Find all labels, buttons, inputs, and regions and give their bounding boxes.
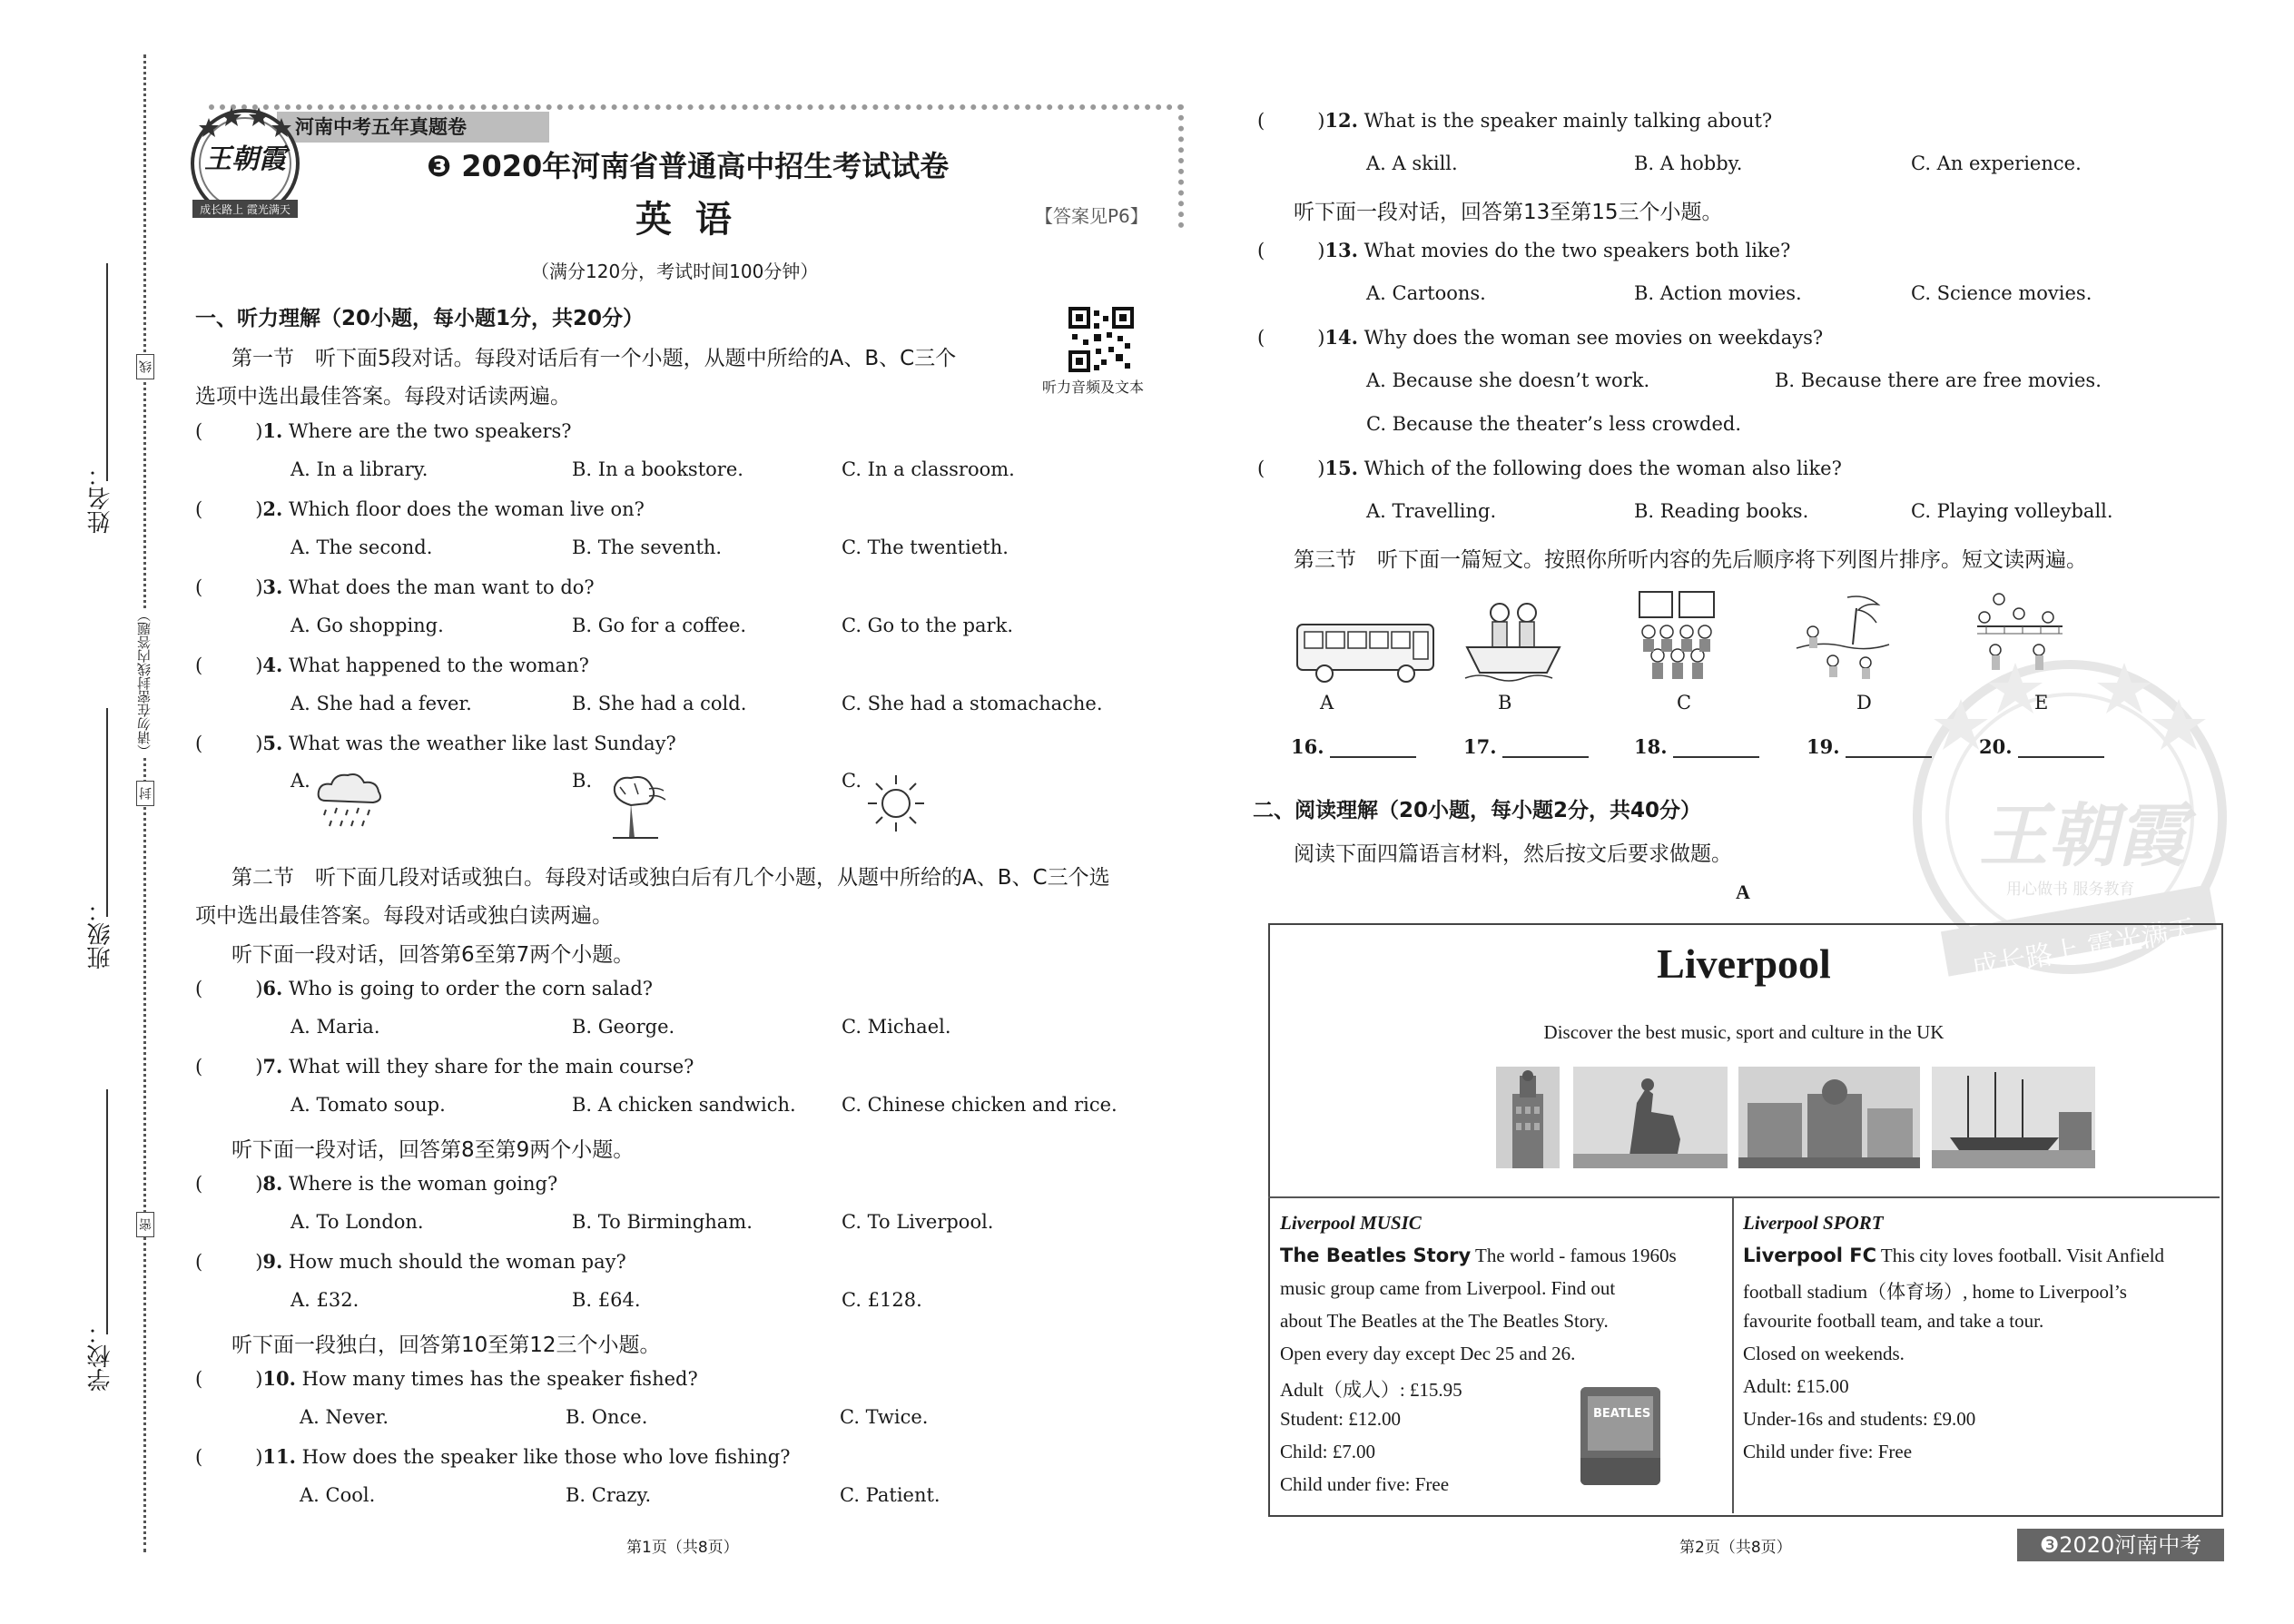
q13-option-c[interactable]: C. Science movies.	[1911, 282, 2092, 304]
section2-title: 二、阅读理解（20小题，每小题2分，共40分）	[1253, 799, 1702, 822]
qr-code[interactable]	[1068, 307, 1134, 372]
q4-option-b[interactable]: B. She had a cold.	[572, 693, 747, 714]
photo-liver-building	[1496, 1067, 1560, 1168]
passage-label: A	[1736, 881, 1750, 903]
q9-option-a[interactable]: A. £32.	[290, 1289, 359, 1311]
class-label: 班级：	[87, 899, 114, 969]
q14-option-c[interactable]: C. Because the theater’s less crowded.	[1366, 413, 1742, 435]
question-15: ( )15. Which of the following does the woman also like?	[1257, 457, 1842, 479]
sport-under-five: Child under five: Free	[1743, 1441, 1913, 1462]
q15-option-b[interactable]: B. Reading books.	[1634, 500, 1809, 522]
music-adult-price: Adult（成人）: £15.95	[1280, 1379, 1462, 1401]
picture-label-d: D	[1856, 692, 1872, 714]
q12-option-b[interactable]: B. A hobby.	[1634, 153, 1743, 174]
q2-option-a[interactable]: A. The second.	[290, 536, 433, 558]
q1-option-c[interactable]: C. In a classroom.	[842, 458, 1015, 480]
seal-char-secret: 密	[136, 1212, 154, 1237]
q11-option-b[interactable]: B. Crazy.	[566, 1484, 652, 1506]
q4-option-c[interactable]: C. She had a stomachache.	[842, 693, 1103, 714]
picture-d-beach	[1793, 590, 1893, 685]
watermark-motto-1: 用心做书 服务教育	[2006, 881, 2135, 899]
question-10: ( )10. How many times has the speaker fished?	[195, 1367, 698, 1390]
score-info: （满分120分，考试时间100分钟）	[531, 261, 819, 282]
windy-tree-icon	[595, 767, 667, 840]
part1-instruction-1: 第一节 听下面5段对话。每段对话后有一个小题，从题中所给的A、B、C三个	[231, 347, 957, 370]
sport-line-1: Liverpool FC This city loves football. Visit Anfield	[1743, 1245, 2165, 1266]
question-8: ( )8. Where is the woman going?	[195, 1172, 558, 1195]
q10-option-a[interactable]: A. Never.	[300, 1406, 389, 1428]
q13-option-b[interactable]: B. Action movies.	[1634, 282, 1802, 304]
beatles-sign-text: BEATLES	[1593, 1407, 1651, 1421]
series-banner: 河南中考五年真题卷	[277, 112, 549, 143]
picture-label-e: E	[2034, 692, 2049, 714]
music-under-five: Child under five: Free	[1280, 1473, 1450, 1495]
answer-ref: 【答案见P6】	[1035, 205, 1148, 227]
q4-option-a[interactable]: A. She had a fever.	[290, 693, 472, 714]
sport-line-4: Closed on weekends.	[1743, 1343, 1905, 1364]
answer-blank-19[interactable]: 19.	[1807, 735, 1932, 758]
logo-text: 王朝霞	[204, 143, 286, 175]
music-line-1: The Beatles Story The world - famous 1960s	[1280, 1245, 1677, 1266]
school-label: 学校：	[87, 1321, 114, 1392]
answer-blank-16[interactable]: 16.	[1291, 735, 1416, 758]
q15-option-a[interactable]: A. Travelling.	[1366, 500, 1497, 522]
music-student-price: Student: £12.00	[1280, 1408, 1402, 1430]
picture-c-museum	[1634, 588, 1720, 688]
q8-option-c[interactable]: C. To Liverpool.	[842, 1211, 994, 1233]
q12-option-c[interactable]: C. An experience.	[1911, 153, 2082, 174]
question-11: ( )11. How does the speaker like those who love fishing?	[195, 1445, 791, 1468]
rain-cloud-icon	[313, 770, 388, 833]
sport-line-2: football stadium（体育场）, home to Liverpool’s	[1743, 1281, 2127, 1303]
music-line-3: about The Beatles at the The Beatles Story.	[1280, 1310, 1609, 1332]
q11-option-c[interactable]: C. Patient.	[840, 1484, 940, 1506]
beatles-photo	[1580, 1387, 1660, 1485]
photo-docks-ship	[1932, 1067, 2095, 1168]
instruction-q13-15: 听下面一段对话，回答第13至第15三个小题。	[1294, 201, 1723, 224]
q3-option-b[interactable]: B. Go for a coffee.	[572, 615, 747, 636]
school-line[interactable]	[106, 1089, 108, 1334]
q14-option-b[interactable]: B. Because there are free movies.	[1775, 369, 2102, 391]
watermark-motto-2: 成长路上 霞光满天	[1969, 913, 2199, 985]
ad-subtitle: Discover the best music, sport and culture in the UK	[1543, 1021, 1944, 1043]
answer-blank-17[interactable]: 17.	[1463, 735, 1589, 758]
photo-waterfront-buildings	[1738, 1067, 1920, 1168]
question-7: ( )7. What will they share for the main course?	[195, 1055, 694, 1078]
name-label: 姓名：	[87, 463, 114, 534]
question-14: ( )14. Why does the woman see movies on weekdays?	[1257, 326, 1824, 349]
left-page-footer: 第1页（共8页）	[626, 1539, 739, 1557]
q12-option-a[interactable]: A. A skill.	[1366, 153, 1458, 174]
q9-option-b[interactable]: B. £64.	[572, 1289, 641, 1311]
instruction-q10-12: 听下面一段独白，回答第10至第12三个小题。	[231, 1334, 661, 1357]
picture-a-bus	[1294, 617, 1439, 685]
q5-option-c[interactable]: C.	[842, 770, 861, 792]
question-6: ( )6. Who is going to order the corn salad?	[195, 977, 654, 999]
answer-blank-18[interactable]: 18.	[1634, 735, 1759, 758]
photo-statue	[1573, 1067, 1728, 1168]
question-4: ( )4. What happened to the woman?	[195, 654, 589, 676]
ad-column-divider	[1732, 1196, 1734, 1513]
logo-motto: 成长路上 霞光满天	[200, 203, 290, 216]
seal-notice: （请勿在密封线内答题）	[134, 608, 156, 758]
q5-option-a[interactable]: A.	[290, 770, 310, 792]
section2-instruction: 阅读下面四篇语言材料，然后按文后要求做题。	[1294, 842, 1732, 866]
q13-option-a[interactable]: A. Cartoons.	[1366, 282, 1486, 304]
sun-icon	[864, 772, 928, 835]
q15-option-c[interactable]: C. Playing volleyball.	[1911, 500, 2113, 522]
part1-instruction-2: 选项中选出最佳答案。每段对话读两遍。	[195, 385, 571, 408]
q2-option-b[interactable]: B. The seventh.	[572, 536, 723, 558]
picture-e-volleyball	[1968, 590, 2072, 681]
q9-option-c[interactable]: C. £128.	[842, 1289, 922, 1311]
music-child-price: Child: £7.00	[1280, 1441, 1376, 1462]
picture-b-boat	[1462, 595, 1566, 685]
part2-instruction-2: 项中选出最佳答案。每段对话或独白读两遍。	[195, 904, 613, 928]
q2-option-c[interactable]: C. The twentieth.	[842, 536, 1009, 558]
q8-option-b[interactable]: B. To Birmingham.	[572, 1211, 753, 1233]
qr-caption: 听力音频及文本	[1042, 379, 1145, 396]
instruction-q6-7: 听下面一段对话，回答第6至第7两个小题。	[231, 943, 635, 967]
question-5: ( )5. What was the weather like last Sunday?	[195, 732, 676, 754]
sport-under16-price: Under-16s and students: £9.00	[1743, 1408, 1976, 1430]
name-line[interactable]	[106, 263, 108, 481]
q1-option-b[interactable]: B. In a bookstore.	[572, 458, 743, 480]
question-9: ( )9. How much should the woman pay?	[195, 1250, 626, 1273]
picture-label-b: B	[1498, 692, 1512, 714]
picture-label-a: A	[1320, 692, 1334, 714]
q6-option-a[interactable]: A. Maria.	[290, 1016, 380, 1038]
seal-char-line: 线	[136, 354, 154, 379]
q5-option-b[interactable]: B.	[572, 770, 593, 792]
q3-option-a[interactable]: A. Go shopping.	[290, 615, 444, 636]
section1-title: 一、听力理解（20小题，每小题1分，共20分）	[195, 307, 645, 330]
q14-option-a[interactable]: A. Because she doesn’t work.	[1366, 369, 1650, 391]
question-3: ( )3. What does the man want to do?	[195, 576, 595, 598]
subject-title: 英 语	[635, 199, 737, 241]
sport-adult-price: Adult: £15.00	[1743, 1375, 1849, 1397]
seal-char-seal: 封	[136, 781, 154, 806]
music-line-2: music group came from Liverpool. Find out	[1280, 1277, 1616, 1299]
music-line-4: Open every day except Dec 25 and 26.	[1280, 1343, 1576, 1364]
answer-blank-20[interactable]: 20.	[1979, 735, 2104, 758]
question-2: ( )2. Which floor does the woman live on?	[195, 497, 645, 520]
ad-top-divider	[1268, 1196, 2220, 1198]
q10-option-c[interactable]: C. Twice.	[840, 1406, 929, 1428]
q6-option-c[interactable]: C. Michael.	[842, 1016, 951, 1038]
class-line[interactable]	[106, 708, 108, 917]
sport-heading: Liverpool SPORT	[1743, 1212, 1884, 1234]
q6-option-b[interactable]: B. George.	[572, 1016, 675, 1038]
part3-instruction: 第三节 听下面一篇短文。按照你所听内容的先后顺序将下列图片排序。短文读两遍。	[1294, 548, 2087, 572]
music-heading: Liverpool MUSIC	[1280, 1212, 1422, 1234]
q3-option-c[interactable]: C. Go to the park.	[842, 615, 1013, 636]
question-1: ( )1. Where are the two speakers?	[195, 419, 572, 442]
corner-badge: ❸2020河南中考	[2017, 1529, 2224, 1561]
exam-title: ❸ 2020年河南省普通高中招生考试试卷	[427, 149, 950, 183]
q11-option-a[interactable]: A. Cool.	[300, 1484, 376, 1506]
q7-option-c[interactable]: C. Chinese chicken and rice.	[842, 1094, 1117, 1116]
question-13: ( )13. What movies do the two speakers both like?	[1257, 239, 1791, 261]
sport-line-3: favourite football team, and take a tour.	[1743, 1310, 2044, 1332]
instruction-q8-9: 听下面一段对话，回答第8至第9两个小题。	[231, 1138, 635, 1162]
q1-option-a[interactable]: A. In a library.	[290, 458, 428, 480]
question-12: ( )12. What is the speaker mainly talking about?	[1257, 109, 1773, 132]
picture-label-c: C	[1677, 692, 1692, 714]
q8-option-a[interactable]: A. To London.	[290, 1211, 424, 1233]
q7-option-b[interactable]: B. A chicken sandwich.	[572, 1094, 796, 1116]
watermark-text: 王朝霞	[1979, 795, 2186, 876]
q10-option-b[interactable]: B. Once.	[566, 1406, 648, 1428]
q7-option-a[interactable]: A. Tomato soup.	[290, 1094, 446, 1116]
right-page-footer: 第2页（共8页）	[1679, 1539, 1792, 1557]
part2-instruction-1: 第二节 听下面几段对话或独白。每段对话或独白后有几个小题，从题中所给的A、B、C三个选	[231, 866, 1110, 890]
ad-title: Liverpool	[1657, 940, 1831, 987]
